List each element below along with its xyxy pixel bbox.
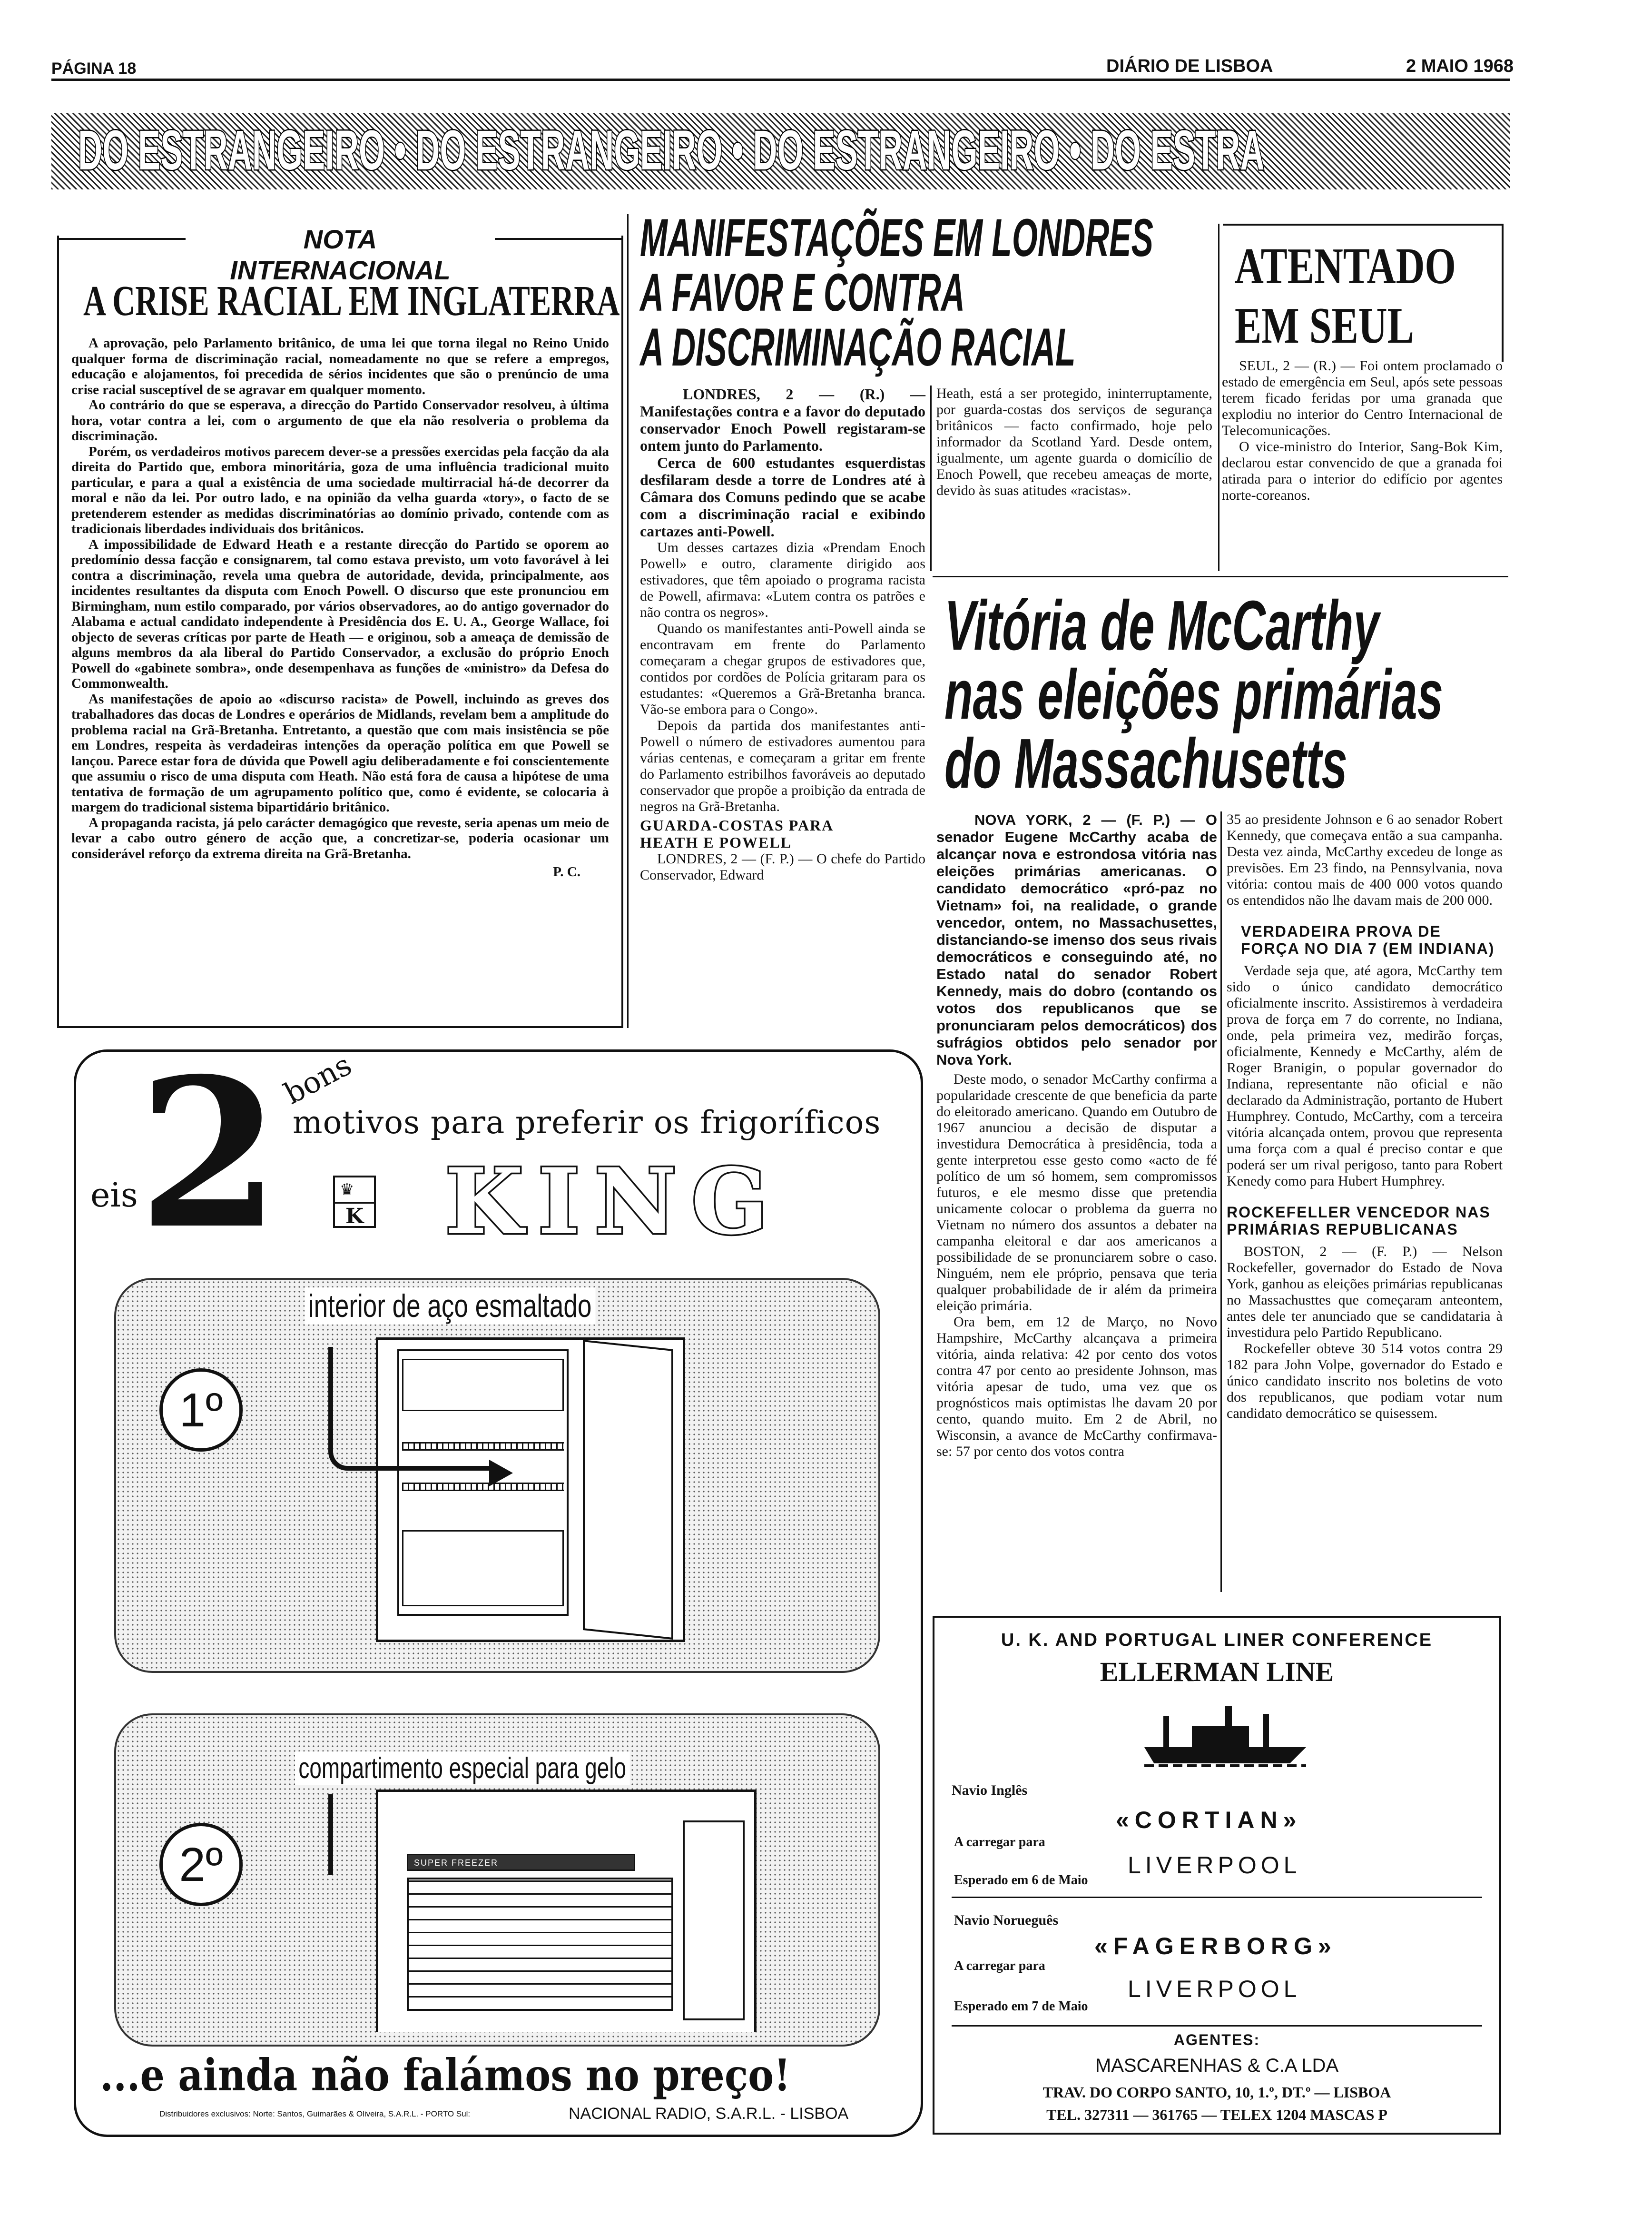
mccarthy-col-2 [1227, 811, 1503, 1422]
nota-body [71, 336, 609, 880]
nota-signature: P. C. [553, 864, 580, 880]
seul-title-2: EM SEUL [1235, 297, 1414, 354]
king-feature-1-number [159, 1368, 243, 1452]
mccarthy-paragraph: Ora bem, em 12 de Março, no Novo Hampshire, McCarthy alcançava a primeira vitória, ainda relativa: 42 por cento dos votos contra 47 por cento ao presidente Johnson, mas vitória apesar de tudo, uma vez que os prognósticos mais optimistas lhe davam 20 por cento, quando muito. Em 2 de Abril, no Wisconsin, a avance de McCarthy confirmava-se: 57 por cento dos votos contra [936, 1314, 1217, 1459]
mccarthy-paragraph: Deste modo, o senador McCarthy confirma a popularidade crescente de que beneficia da parte do eleitorado americano. Quando em Outubro de 1967 anunciou a decisão de disputar a investidura Democrática à presidência, toda a gente interpretou esse gesto como «acto de fé político de um só homem, sem compromissos futuros, e ele mesmo disse que pretendia unicamente colocar o problema da guerra no Vietnam no número dos assuntos a debater na campanha eleitoral e dar aos americanos a possibilidade de se pronunciarem sobre o caso. Ninguém, nem ele próprio, pensava que teria qualquer probabilidade de ir além da primeira eleição primária. [936, 1071, 1217, 1314]
ship1-expected: Esperado em 6 de Maio [954, 1873, 1088, 1888]
nota-top-rule-right [495, 238, 623, 240]
ship2-flag: Navio Norueguês [954, 1912, 1059, 1928]
londres-headline-1: MANIFESTAÇÕES EM LONDRES [640, 208, 1153, 267]
nota-paragraph: As manifestações de apoio ao «discurso racista» de Powell, incluindo as greves dos trabalhadores das docas de Londres e operários de Midlands, revelam bem a amplitude do problema racial na Grã-Bretanha. Entretanto, a questão que com mais insistência se põe em Londres, respeita às verdadeiras intenções da operação política em que Powell se lançou. Parece estar fora de dúvida que Powell agiu deliberadamente e foi conscientemente que assumiu o risco de uma disputa com Heath. Não está fora de causa a hipótese de uma tentativa de formação de um agrupamento político que, como é evidente, se colocaria à margem do tradicional sistema bipartidário britânico. [71, 691, 609, 815]
section-banner [51, 113, 1510, 189]
agents-name: MASCARENHAS & C.A LDA [1095, 2055, 1339, 2076]
mccarthy-col2-bottom [1227, 1244, 1503, 1422]
column-rule [1218, 224, 1219, 571]
nota-paragraph: A aprovação, pelo Parlamento britânico, de uma lei que torna ilegal no Reino Unido qualquer forma de discriminação racial, nomeadamente no que se refere a empregos, educação e alojamentos, foi precedida de sérios incidentes que são o prenúncio de uma crise racial susceptível de se agravar em qualquer momento. [71, 336, 609, 397]
mccarthy-subhead-indiana: VERDADEIRA PROVA DE FORÇA NO DIA 7 (EM INDIANA) [1241, 923, 1495, 957]
column-rule [930, 386, 932, 571]
mccarthy-headline-1: Vitória de McCarthy [944, 586, 1379, 665]
mccarthy-col2-top: 35 ao presidente Johnson e 6 ao senador Robert Kennedy, que começava então a sua campanha. Desta vez ainda, McCarthy excedeu de longe as previsões. Em 23 findo, na Pennsylvania, nova vitória: contou mais de 400 000 votos quando os entendidos não lhe davam mais de 200 000. [1227, 811, 1503, 908]
seul-title-1: ATENTADO [1235, 238, 1456, 295]
ship-divider [952, 1897, 1482, 1898]
ship2-load-label: A carregar para [954, 1958, 1045, 1973]
londres-paragraph: Depois da partida dos manifestantes anti-Powell o número de estivadores aumentou para várias centenas, e começaram a gritar em frente do Parlamento estribilhos favoráveis ao deputado conservador que propõe a proibição da entrada de negros na Grã-Bretanha. [640, 718, 925, 814]
ship1-port: LIVERPOOL [1128, 1852, 1301, 1879]
feature-2-arrow-icon [328, 1794, 333, 1875]
londres-paragraph: Um desses cartazes dizia «Prendam Enoch Powell» e outro, claramente dirigido aos estivadores, que têm apoiado o programa racista de Powell, afirmava: «Lutem contra os patrões e não contra os negros». [640, 540, 925, 620]
londres-subhead: GUARDA-COSTAS PARA HEATH E POWELL [640, 817, 833, 851]
mccarthy-col2-mid: Verdade seja que, até agora, McCarthy tem sido o único candidato democrático oficialmente inscrito. Assistiremos à verdadeira prova de força em 7 do corrente, no Indiana, onde, pela primeira vez, medirão forças, oficialmente, Kennedy e McCarthy, além de Roger Branigin, o popular governador do Indiana, representante não oficial e não declarado da Administração, portanto de Hubert Humphrey. Contudo, McCarthy, com a terceira vitória alcançada ontem, provou que representa uma força com a qual é preciso contar e que poderá ser um rival perigoso, tanto para Robert Kenedy como para Hubert Humphrey. [1227, 963, 1503, 1189]
seul-body [1222, 358, 1503, 504]
feature-1-arrowhead-icon [489, 1460, 513, 1486]
ship2-expected: Esperado em 7 de Maio [954, 1999, 1088, 2014]
king-distributors-main: NACIONAL RADIO, S.A.R.L. - LISBOA [569, 2105, 849, 2123]
nota-title: A CRISE RACIAL EM INGLATERRA [83, 277, 620, 325]
mccarthy-body-1 [936, 1071, 1217, 1460]
mccarthy-paragraph: Rockefeller obteve 30 514 votos contra 29 182 para John Volpe, governador do Estado e único candidato inscrito nos boletins de voto dos republicanos, que podiam votar num candidato democrático se quisessem. [1227, 1341, 1503, 1421]
londres-col-1 [640, 386, 925, 883]
newspaper-name: DIÁRIO DE LISBOA [1106, 56, 1273, 76]
king-closing-line: ...e ainda não falámos no preço! [100, 2049, 791, 2101]
nota-kicker: NOTA INTERNACIONAL [230, 224, 451, 285]
mccarthy-subhead-rockefeller: ROCKEFELLER VENCEDOR NAS PRIMÁRIAS REPUBLICANAS [1227, 1204, 1491, 1238]
londres-body [640, 540, 925, 815]
agents-phones: TEL. 327311 — 361765 — TELEX 1204 MASCAS P [1046, 2106, 1387, 2123]
londres-col1-tail: LONDRES, 2 — (F. P.) — O chefe do Partido Conservador, Edward [640, 851, 925, 883]
king-feature-2-number-text: 2º [179, 1838, 223, 1891]
column-rule [1220, 811, 1222, 1592]
seul-paragraph: SEUL, 2 — (R.) — Foi ontem proclamado o estado de emergência em Seul, após sete pessoas terem ficado feridas por uma granada que explodiu no interior do Centro Internacional de Telecomunicações. [1222, 358, 1503, 438]
londres-lead: LONDRES, 2 — (R.) — Manifestações contra e a favor do deputado conservador Enoch Powell registaram-se ontem junto do Parlamento. [640, 386, 925, 454]
londres-headline-2: A FAVOR E CONTRA [640, 263, 965, 322]
mccarthy-lead: NOVA YORK, 2 — (F. P.) — O senador Eugene McCarthy acaba de alcançar nova e estrondosa vitória nas eleições primárias americanas. O candidato democrático «pró-paz no Vietnam» foi, na realidade, o grande vencedor, ontem, no Massachusettes, distanciando-se imenso dos seus rivais democráticos e conseguindo até, no Estado natal do senador Robert Kennedy, mais do dobro (contando os votos dos republicanos que se pronunciaram pelos democráticos) dos sufrágios obtidos pelo senador por Nova York. [936, 811, 1217, 1068]
mccarthy-headline-3: do Massachusetts [944, 724, 1347, 803]
mccarthy-col-1 [936, 811, 1217, 1460]
feature-1-arrow-icon [328, 1347, 490, 1471]
column-rule [627, 214, 629, 1028]
header-rule [51, 79, 1510, 81]
nota-paragraph: Ao contrário do que se esperava, a direcção do Partido Conservador resolveu, à última hora, votar contra a lei, com o argumento de que ela não resolveria o problema da discriminação. [71, 397, 609, 444]
londres-paragraph: Quando os manifestantes anti-Powell ainda se encontravam em frente do Parlamento começaram a chegar grupos de estivadores que, contidos por cordões de Polícia gritaram para os estudantes: «Queremos a Grã-Bretanha branca. Vão-se embora para o Congo». [640, 621, 925, 717]
seul-bottom-rule [933, 576, 1508, 577]
ship-illustration-icon [1144, 1697, 1306, 1773]
king-number-two: 2 [138, 1034, 281, 1274]
king-eis: eis [90, 1176, 138, 1215]
king-feature-2-label: compartimento especial para gelo [295, 1751, 629, 1785]
ellerman-conference: U. K. AND PORTUGAL LINER CONFERENCE [1001, 1630, 1433, 1650]
king-feature-1-number-text: 1º [179, 1384, 223, 1437]
issue-date: 2 MAIO 1968 [1406, 56, 1514, 76]
agents-label: AGENTES: [1173, 2031, 1260, 2048]
londres-col-2: Heath, está a ser protegido, ininterruptamente, por guarda-costas dos serviços de segurança britânicos — facto confirmado, hoje pelo informador da Scotland Yard. Desde ontem, igualmente, um agente guarda o domicílio de Enoch Powell, que recebeu ameaças de morte, devido às suas atitudes «racistas». [936, 386, 1212, 498]
londres-headline-3: A DISCRIMINAÇÃO RACIAL [640, 317, 1076, 377]
ship2-port: LIVERPOOL [1128, 1976, 1301, 2002]
mccarthy-headline-2: nas eleições primárias [944, 655, 1443, 734]
agents-divider [952, 2025, 1482, 2027]
freezer-label: SUPER FREEZER [414, 1858, 499, 1868]
ellerman-line-title: ELLERMAN LINE [1100, 1656, 1334, 1687]
king-feature-1-label: interior de aço esmaltado [305, 1287, 595, 1325]
ship2-name: «FAGERBORG» [1094, 1933, 1337, 1959]
fridge-freezer-illustration [376, 1790, 757, 2032]
nota-paragraph: Porém, os verdadeiros motivos parecem dever-se a pressões exercidas pela facção da ala direita do Partido que, embora minoritária, goza de uma influência tradicional muito particular, e para a qual a existência de uma sociedade multirracial há-de decorrer da moral e não da lei. Por outro lado, e na opinião da velha guarda «tory», o facto de se pretenderem estender as medidas discriminatórias ao domínio privado, contende com as tradicionais liberdades individuais dos britânicos. [71, 444, 609, 536]
king-tagline: motivos para preferir os frigoríficos [293, 1104, 881, 1141]
page-number: PÁGINA 18 [51, 59, 137, 78]
mccarthy-paragraph: BOSTON, 2 — (F. P.) — Nelson Rockefeller, governador do Estado de Nova York, ganhou as eleições primárias republicanas no Massachusttes que começaram anteontem, antes dele ter anunciado que se candidataria à investidura pelo Partido Republicano. [1227, 1244, 1503, 1340]
king-bons: bons [278, 1047, 357, 1111]
king-feature-2-number [159, 1823, 243, 1906]
ship1-name: «CORTIAN» [1116, 1807, 1302, 1833]
ship1-flag: Navio Inglês [952, 1782, 1028, 1798]
seul-paragraph: O vice-ministro do Interior, Sang-Bok Kim, declarou estar convencido de que a granada foi atirada para o interior do edifício por agentes norte-coreanos. [1222, 439, 1503, 503]
king-distributors-small: Distribuidores exclusivos: Norte: Santos, Guimarães & Oliveira, S.A.R.L. - PORTO Sul: [159, 2109, 471, 2118]
londres-lead-2: Cerca de 600 estudantes esquerdistas desfilaram desde a torre de Londres até à Câmara dos Comuns pedindo que se acabe com a discriminação racial e exibindo cartazes anti-Powell. [640, 454, 925, 540]
king-brand: KING [445, 1148, 783, 1255]
section-banner-text: DO ESTRANGEIRO • DO ESTRANGEIRO • DO ESTRANGEIRO • DO ESTRA [78, 119, 1265, 182]
nota-paragraph: A impossibilidade de Edward Heath e a restante direcção do Partido se oporem ao predomínio dessa facção e consignarem, tal como estava previsto, um voto favorável à lei contra a discriminação, revela uma quebra de autoridade, devida, principalmente, aos incidentes resultantes da disputa com Enoch Powell. O discurso que este pronunciou em Birmingham, num estilo comparado, por vários observadores, ao do antigo governador do Alabama e actual candidato independente à Presidência dos E. U. A., George Wallace, foi objecto de severas críticas por parte de Heath — e originou, sob a ameaça de demissão de alguns membros da ala liberal do Partido Conservador, a exclusão do próprio Enoch Powell do «gabinete sombra», onde desempenhava as funções de «ministro» da Defesa do Commonwealth. [71, 536, 609, 691]
nota-top-rule-left [57, 238, 186, 240]
ship1-load-label: A carregar para [954, 1835, 1045, 1849]
agents-address: TRAV. DO CORPO SANTO, 10, 1.º, DT.º — LISBOA [1042, 2084, 1391, 2101]
king-crown-logo-icon: ♛ K [333, 1176, 376, 1228]
nota-paragraph: A propaganda racista, já pelo carácter demagógico que reveste, seria apenas um meio de levar a cabo outro género de acção que, a concretizar-se, poderia ocasionar um considerável reforço da extrema direita na Grã-Bretanha. [71, 815, 609, 861]
